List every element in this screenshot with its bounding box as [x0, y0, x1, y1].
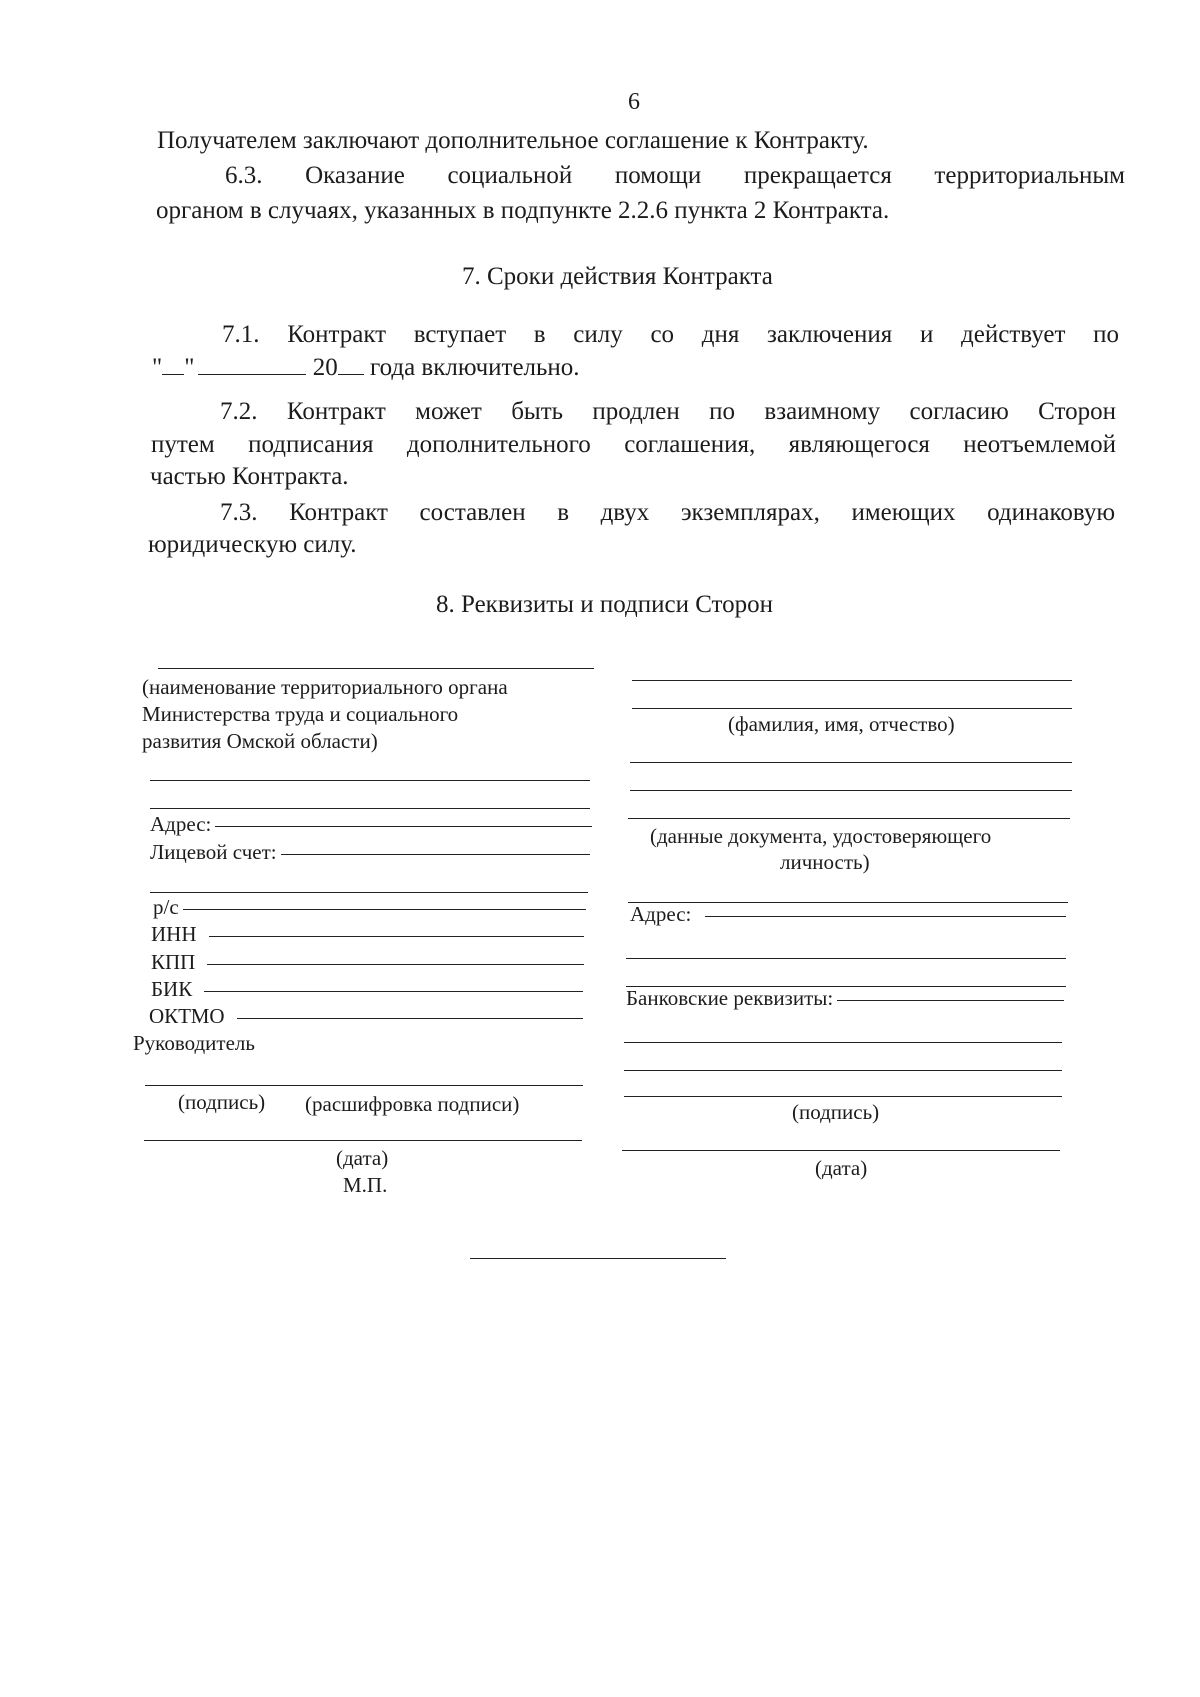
head-signature-line — [145, 1085, 583, 1086]
doc-caption-line1: (данные документа, удостоверяющего — [650, 824, 992, 848]
right-blank-line — [632, 680, 1072, 681]
left-address-field — [150, 812, 592, 837]
section-7-heading: 7. Сроки действия Контракта — [462, 263, 773, 290]
right-address-field — [630, 902, 1066, 927]
fio-caption: (фамилия, имя, отчество) — [728, 712, 955, 736]
bank-field — [626, 986, 1064, 1011]
right-date-line — [622, 1150, 1060, 1151]
month-blank — [198, 374, 306, 375]
left-blank-line — [150, 808, 590, 809]
quote-close: " — [184, 354, 195, 381]
left-date-line — [144, 1140, 582, 1141]
clause-7-3-line1: 7.3. Контракт составлен в двух экземплярах, имеющих одинаковую — [220, 499, 1115, 526]
clause-6-3-line2: органом в случаях, указанных в подпункте 2.2.6 пункта 2 Контракта. — [156, 197, 890, 224]
head-label: Руководитель — [133, 1031, 255, 1055]
year-blank — [338, 374, 364, 375]
left-blank-line — [150, 780, 590, 781]
kpp-field — [151, 950, 584, 975]
day-blank — [162, 374, 184, 375]
clause-6-3-line1: 6.3. Оказание социальной помощи прекращается территориальным — [225, 162, 1125, 189]
kpp-label: КПП — [151, 950, 196, 974]
right-date-caption: (дата) — [815, 1156, 868, 1180]
clause-7-2-line1: 7.2. Контракт может быть продлен по взаимному согласию Сторон — [220, 398, 1116, 425]
right-signature-caption: (подпись) — [792, 1100, 880, 1124]
right-signature-line — [624, 1096, 1062, 1097]
clause-7-3-line2: юридическую силу. — [148, 531, 357, 558]
bik-label: БИК — [151, 977, 193, 1001]
right-blank-line — [630, 762, 1072, 763]
right-address-label: Адрес: — [630, 902, 692, 926]
clause-7-1-line2 — [152, 353, 580, 383]
org-caption-line2: Министерства труда и социального — [142, 702, 459, 726]
left-blank-line — [150, 892, 588, 893]
page-number: 6 — [628, 89, 640, 115]
right-blank-line — [630, 790, 1072, 791]
org-caption-line3: развития Омской области) — [142, 729, 378, 753]
left-signature-caption: (подпись) — [178, 1090, 266, 1114]
clause-7-1-tail: года включительно. — [369, 354, 580, 381]
rs-label: р/с — [153, 895, 179, 919]
bik-field — [151, 977, 583, 1002]
account-field — [150, 840, 590, 865]
clause-7-1-line1: 7.1. Контракт вступает в силу со дня заключения и действует по — [222, 321, 1119, 348]
inn-label: ИНН — [151, 922, 197, 946]
stamp-label: М.П. — [343, 1173, 388, 1197]
clause-7-2-line3: частью Контракта. — [150, 463, 349, 490]
clause-7-2-line2: путем подписания дополнительного соглашения, являющегося неотъемлемой — [151, 431, 1116, 458]
inn-field — [151, 922, 584, 947]
left-date-caption: (дата) — [336, 1146, 389, 1170]
left-address-label: Адрес: — [150, 812, 212, 836]
clause-6-2-continuation: Получателем заключают дополнительное соглашение к Контракту. — [157, 127, 869, 154]
oktmo-label: ОКТМО — [149, 1004, 225, 1028]
bank-label: Банковские реквизиты: — [626, 986, 834, 1010]
org-caption-line1: (наименование территориального органа — [142, 675, 508, 699]
right-blank-line — [624, 1042, 1062, 1043]
right-blank-line — [626, 958, 1066, 959]
doc-caption-line2: личность) — [780, 850, 870, 874]
right-blank-line — [624, 1070, 1062, 1071]
account-label: Лицевой счет: — [150, 840, 277, 864]
section-8-heading: 8. Реквизиты и подписи Сторон — [436, 591, 774, 618]
doc-line — [628, 818, 1070, 819]
org-name-line — [158, 668, 594, 669]
year-prefix: 20 — [312, 354, 338, 381]
fio-line — [632, 708, 1072, 709]
oktmo-field — [149, 1004, 583, 1029]
end-separator-line — [470, 1258, 726, 1259]
quote-open: " — [152, 354, 163, 381]
decoding-caption: (расшифровка подписи) — [305, 1092, 520, 1116]
rs-field — [153, 895, 586, 920]
